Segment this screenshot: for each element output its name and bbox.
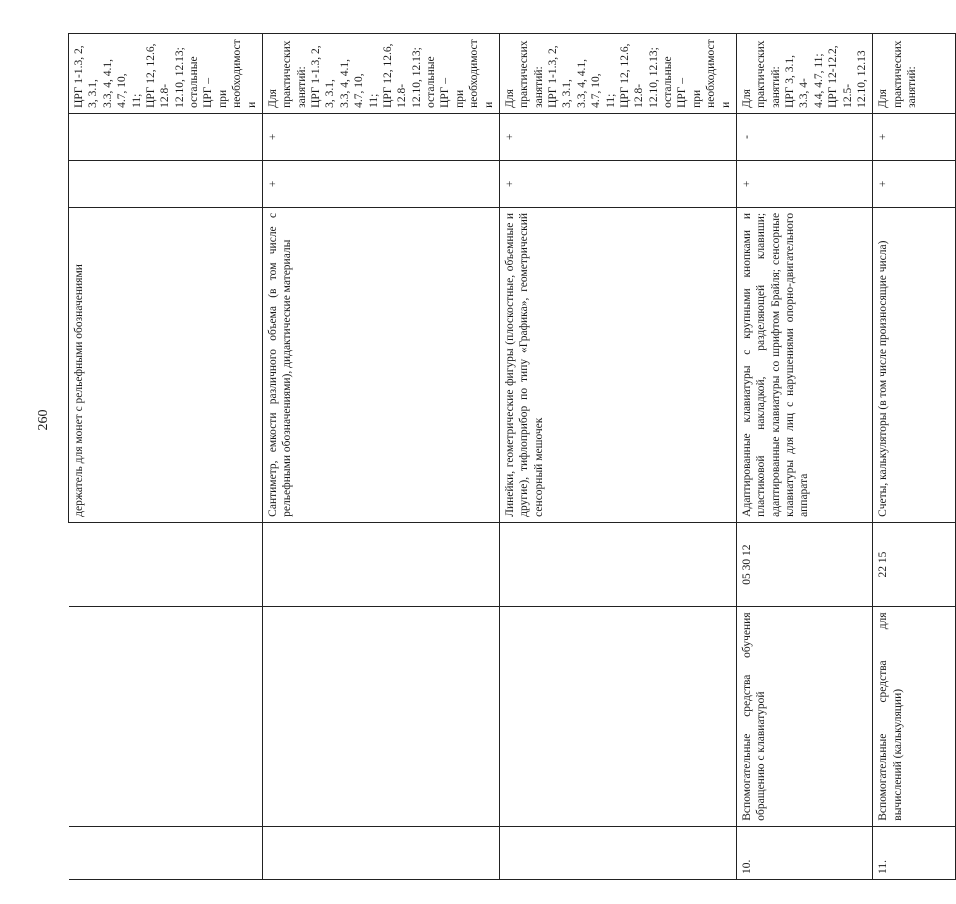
note-line: 3.3, 4, 4.1, 4.7, 10, xyxy=(575,59,603,108)
code-cell xyxy=(499,522,736,607)
description-cell: Адаптированные клавиатуры с крупными кнопками и пластиковой накладкой, разделяющей клавиши; адаптированные клавиатуры со шрифтом Брайля; сенсорные клавиатуры для лиц с нарушениями опорно-двигательного аппарата xyxy=(736,207,872,522)
mark-cell-b: - xyxy=(736,113,872,160)
description-cell: Сантиметр, емкости различного объема (в том числе с рельефными обозначениями), дидактические материалы xyxy=(262,207,499,522)
table-row xyxy=(69,34,263,880)
note-line: при необходимости xyxy=(690,39,732,108)
row-number-cell: 10. xyxy=(736,826,872,879)
description-cell: Счеты, калькуляторы (в том числе произносящие числа) xyxy=(873,207,956,522)
code-cell: 05 30 12 xyxy=(736,522,872,607)
table-row xyxy=(499,34,736,880)
mark-cell-a: + xyxy=(499,160,736,207)
page-number: 260 xyxy=(36,409,51,431)
note-line: 3.3, 4, 4.1, 4.7, 10, xyxy=(101,59,129,108)
equipment-table xyxy=(68,33,956,880)
description-cell: Линейки, геометрические фигуры (плоскостные, объемные и другие), тифлоприбор по типу «Графика», геометрический сенсорный мешочек xyxy=(499,207,736,522)
note-line: 3.3, 4, 4.1, 4.7, 10, xyxy=(338,59,366,108)
equipment-name-cell: Вспомогательные средства для вычислений (калькуляции) xyxy=(873,607,956,826)
mark-cell-a xyxy=(69,160,263,207)
equipment-name-cell xyxy=(499,607,736,826)
equipment-name-cell xyxy=(69,607,263,826)
note-line: 11; xyxy=(604,93,617,108)
note-line: ЦРГ 12, 12.6, 12.8- xyxy=(381,43,409,108)
table-row xyxy=(873,34,956,880)
note-line: ЦРГ 12-12.2, 12.5- xyxy=(827,45,854,108)
note-line: занятий: xyxy=(769,66,782,108)
note-line: 11; xyxy=(130,93,143,108)
note-line: ЦРГ 1-1.3, 2, 3, 3.1, xyxy=(73,45,100,108)
note-line: ЦРГ 3, 3.1, 3.3, 4- xyxy=(784,54,811,108)
row-number-cell xyxy=(499,826,736,879)
note-line: Для практических xyxy=(740,40,768,108)
note-line: 12.10, 12.13; xyxy=(647,47,660,108)
note-line: 12.10, 12.13; xyxy=(410,47,423,108)
code-cell: 22 15 xyxy=(873,522,956,607)
note-line: 4.4, 4.7, 11; xyxy=(812,53,825,108)
note-line: Для практических xyxy=(877,40,904,108)
note-line: ЦРГ 12, 12.6, 12.8- xyxy=(618,43,646,108)
mark-cell-b: + xyxy=(262,113,499,160)
equipment-name-cell xyxy=(262,607,499,826)
note-line: Для практических xyxy=(503,40,531,108)
code-cell xyxy=(69,522,263,607)
note-line: остальные ЦРГ – xyxy=(188,56,215,108)
table-row xyxy=(262,34,499,880)
mark-cell-b: + xyxy=(499,113,736,160)
note-cell xyxy=(736,34,872,114)
note-cell xyxy=(499,34,736,114)
table-row xyxy=(736,34,872,880)
note-line: занятий: xyxy=(532,66,545,108)
note-line: остальные ЦРГ – xyxy=(425,56,452,108)
row-number-cell: 11. xyxy=(873,826,956,879)
row-number-cell xyxy=(262,826,499,879)
note-cell xyxy=(873,34,956,114)
note-line: ЦРГ 12, 12.6, 12.8- xyxy=(144,43,172,108)
note-line: занятий: xyxy=(295,66,308,108)
note-line: ЦРГ 1-1.3, 2, 3, 3.1, xyxy=(310,45,337,108)
note-cell xyxy=(69,34,263,114)
note-line: занятий: xyxy=(906,66,918,108)
note-line: остальные ЦРГ – xyxy=(662,56,689,108)
note-line: 11; xyxy=(367,93,380,108)
equipment-name-cell: Вспомогательные средства обучения обращению с клавиатурой xyxy=(736,607,872,826)
note-cell xyxy=(262,34,499,114)
note-line: при необходимости xyxy=(216,39,258,108)
mark-cell-b: + xyxy=(873,113,956,160)
note-line: Для практических xyxy=(266,40,294,108)
mark-cell-b xyxy=(69,113,263,160)
description-cell: держатель для монет с рельефными обозначениями xyxy=(69,207,263,522)
mark-cell-a: + xyxy=(873,160,956,207)
note-line: 12.10, 12.13; xyxy=(173,47,186,108)
mark-cell-a: + xyxy=(262,160,499,207)
note-line: ЦРГ 1-1.3, 2, 3, 3.1, xyxy=(547,45,574,108)
note-line: при необходимости xyxy=(453,39,495,108)
row-number-cell xyxy=(69,826,263,879)
code-cell xyxy=(262,522,499,607)
note-line: 12.10, 12.13 xyxy=(855,50,868,108)
mark-cell-a: + xyxy=(736,160,872,207)
